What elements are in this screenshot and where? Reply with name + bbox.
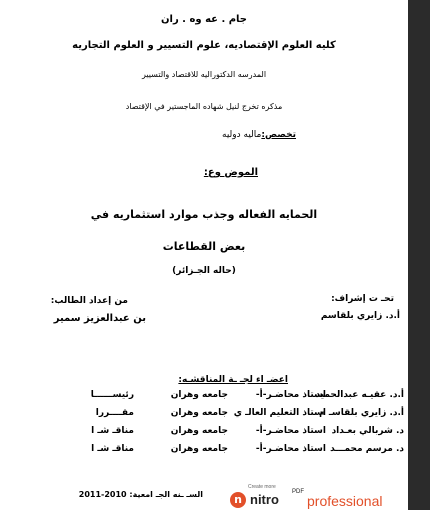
committee-heading: اعضـ اء لجـ ـة المناقشـه: <box>178 375 288 385</box>
memo-purpose: مذكره تخرج لنيل شهاده الماجستير في الإقتصاد <box>125 102 283 111</box>
member-institution: جامعه وهران <box>170 390 228 400</box>
university-name: جام . عه وه . ران <box>160 14 248 25</box>
nitro-logo-icon: n <box>230 492 246 508</box>
member-name: د. شربالي بعـداد <box>331 426 404 436</box>
member-institution: جامعه وهران <box>170 408 228 418</box>
case-study: (حاله الجـزائر) <box>172 266 236 276</box>
watermark-pdf: PDF <box>292 489 304 495</box>
watermark-edition: professional <box>307 493 383 509</box>
supervisor-name: أ.د. زايري بلقاسم <box>320 311 400 321</box>
thesis-title-line2: بعض القطاعات <box>162 240 246 253</box>
specialty-value: ماليه دوليه <box>222 130 262 140</box>
table-row <box>12 444 404 462</box>
doctoral-school: المدرسه الدكتوراليه للاقتصاد والتسيير <box>141 70 267 79</box>
supervisor-label: تحـ ت إشراف: <box>331 294 394 304</box>
table-row <box>12 390 404 408</box>
table-row <box>12 426 404 444</box>
member-role: رئيســــــا <box>90 390 134 400</box>
student-name: بن عبدالعزيز سمير <box>53 313 146 324</box>
member-name: أ.د. زايري بلقاسـ م <box>319 408 404 418</box>
specialty-label: تخصص: <box>261 130 296 140</box>
subject-label: الموض وع: <box>203 167 258 178</box>
member-role: مناقـ شـ ا <box>91 444 134 454</box>
viewer-side-panel <box>408 0 430 510</box>
member-institution: جامعه وهران <box>170 426 228 436</box>
member-role: مناقـ شـ ا <box>91 426 134 436</box>
member-rank: استاذ محاضـر-أ- <box>255 390 326 400</box>
specialty-line <box>222 130 296 140</box>
nitro-watermark <box>230 484 400 510</box>
watermark-note: Create more <box>248 484 276 490</box>
faculty-name: كليه العلوم الإقتصاديه، علوم التسيير و العلوم التجاريه <box>72 40 336 51</box>
watermark-brand: nitro <box>250 492 279 507</box>
member-rank: استاذ محاضـر-أ- <box>255 444 326 454</box>
academic-year: السـ ـنه الجـ امعية: 2010-2011 <box>78 490 203 499</box>
member-institution: جامعه وهران <box>170 444 228 454</box>
student-label: من إعداد الطالب: <box>50 296 128 306</box>
table-row <box>12 408 404 426</box>
member-rank: استاذ محاضـر-أ- <box>255 426 326 436</box>
committee-table <box>12 390 404 462</box>
thesis-title-line1: الحمايه الفعاله وجذب موارد استثماريه في <box>90 208 318 221</box>
member-rank: استاذ التعليم العالـ ي <box>233 408 326 418</box>
member-name: أ.د. عقيـه عبدالحميد <box>315 390 404 400</box>
member-name: د. مرسم محمـــد <box>330 444 404 454</box>
member-role: مقــــررا <box>95 408 134 418</box>
